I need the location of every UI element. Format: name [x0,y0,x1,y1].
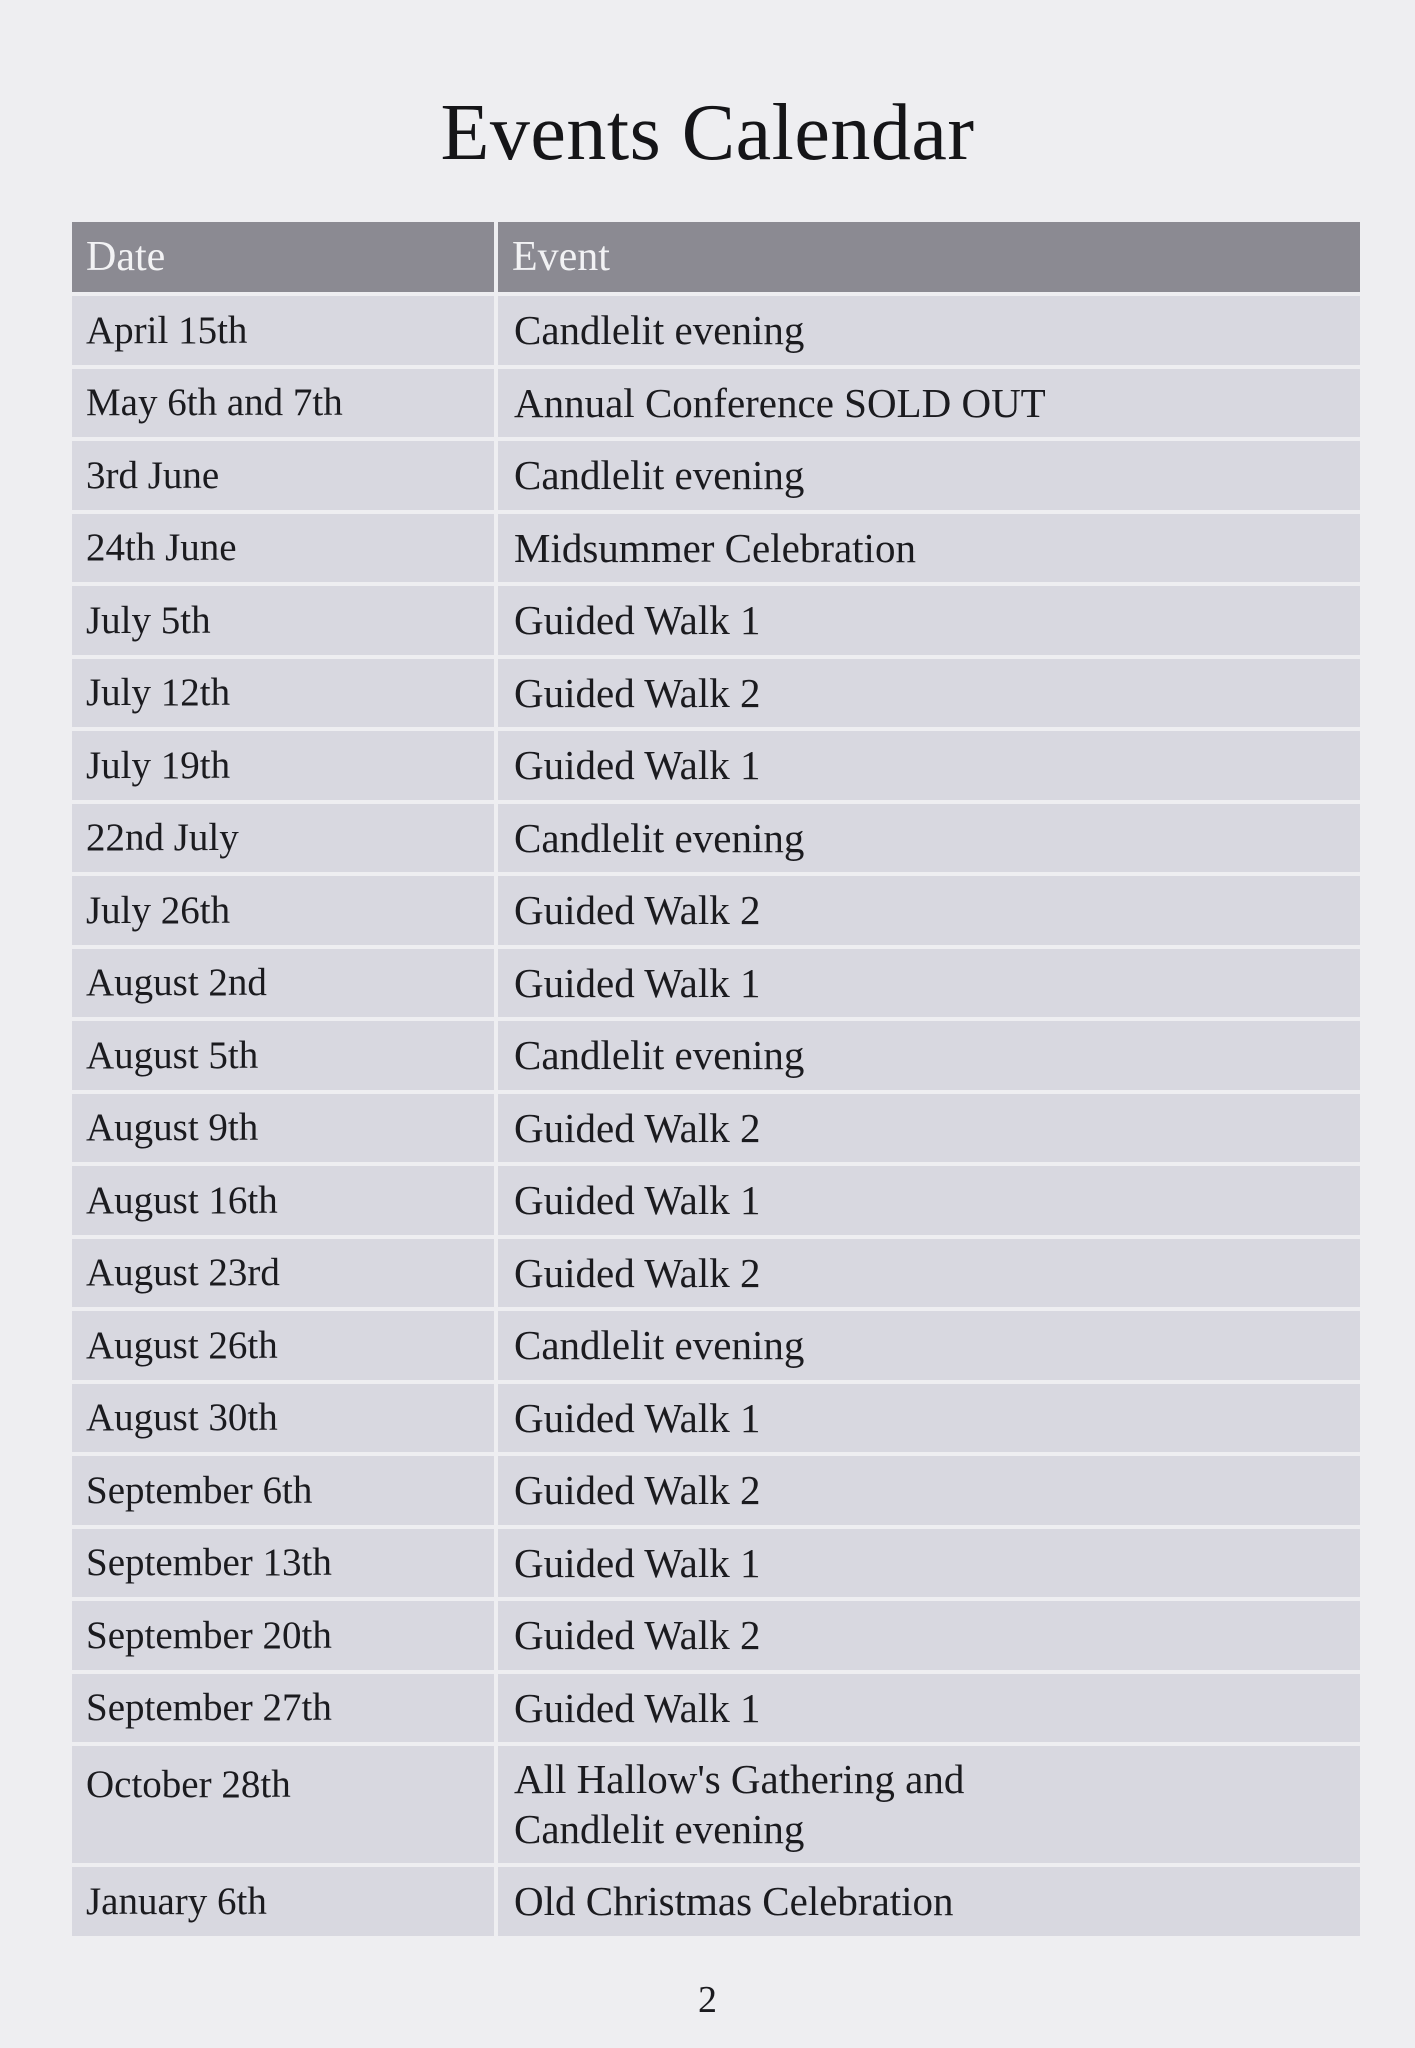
table-row [72,1311,1360,1380]
table-row [72,659,1360,728]
date-cell: July 12th [72,659,494,728]
table-row [72,949,1360,1018]
date-cell: August 2nd [72,949,494,1018]
table-row [72,1601,1360,1670]
event-cell: Old Christmas Celebration [498,1867,1360,1936]
event-cell: Guided Walk 1 [498,731,1360,800]
table-row [72,1239,1360,1308]
column-header-event: Event [498,222,1360,292]
event-cell: Midsummer Celebration [498,514,1360,583]
date-cell: October 28th [72,1746,494,1863]
date-cell: September 6th [72,1456,494,1525]
date-cell: 24th June [72,514,494,583]
page-title: Events Calendar [440,89,975,177]
event-cell: Candlelit evening [498,441,1360,510]
table-row [72,804,1360,873]
event-cell: Guided Walk 2 [498,1094,1360,1163]
event-line-1: All Hallow's Gathering and [514,1756,965,1802]
date-cell: 22nd July [72,804,494,873]
event-cell: Candlelit evening [498,1311,1360,1380]
date-cell: September 27th [72,1674,494,1743]
date-cell: July 19th [72,731,494,800]
date-cell: August 30th [72,1384,494,1453]
event-cell: Guided Walk 2 [498,1601,1360,1670]
event-cell: Candlelit evening [498,804,1360,873]
date-cell: April 15th [72,296,494,365]
event-cell [498,1746,1360,1863]
table-row [72,441,1360,510]
table-row [72,1094,1360,1163]
event-line-2: Candlelit evening [514,1806,805,1853]
event-cell: Candlelit evening [498,1021,1360,1090]
event-cell: Guided Walk 2 [498,1239,1360,1308]
page-number: 2 [698,1979,717,2021]
table-row [72,514,1360,583]
table-row [72,1674,1360,1743]
table-row [72,1746,1360,1863]
date-cell: August 9th [72,1094,494,1163]
date-cell: August 16th [72,1166,494,1235]
table-body [72,296,1360,1936]
table-row [72,369,1360,438]
table-row [72,296,1360,365]
date-cell: 3rd June [72,441,494,510]
table-row [72,1529,1360,1598]
date-cell: January 6th [72,1867,494,1936]
event-cell: Annual Conference SOLD OUT [498,369,1360,438]
table-row [72,1021,1360,1090]
table-row [72,586,1360,655]
column-header-date: Date [72,222,494,292]
table-row [72,876,1360,945]
date-cell: September 13th [72,1529,494,1598]
table-row [72,1456,1360,1525]
event-cell: Guided Walk 2 [498,1456,1360,1525]
event-cell: Guided Walk 1 [498,1674,1360,1743]
table-row [72,731,1360,800]
event-cell: Guided Walk 2 [498,876,1360,945]
date-cell: September 20th [72,1601,494,1670]
date-cell: August 23rd [72,1239,494,1308]
date-cell: July 26th [72,876,494,945]
event-cell: Guided Walk 1 [498,1166,1360,1235]
event-cell: Guided Walk 1 [498,1529,1360,1598]
table-row [72,1867,1360,1936]
event-cell: Guided Walk 2 [498,659,1360,728]
events-table [72,222,1360,1940]
date-cell: August 5th [72,1021,494,1090]
event-cell: Candlelit evening [498,296,1360,365]
table-row [72,1384,1360,1453]
table-row [72,1166,1360,1235]
table-header [72,222,1360,292]
date-cell: August 26th [72,1311,494,1380]
date-cell: May 6th and 7th [72,369,494,438]
event-cell: Guided Walk 1 [498,586,1360,655]
event-cell: Guided Walk 1 [498,949,1360,1018]
event-cell: Guided Walk 1 [498,1384,1360,1453]
date-cell: July 5th [72,586,494,655]
